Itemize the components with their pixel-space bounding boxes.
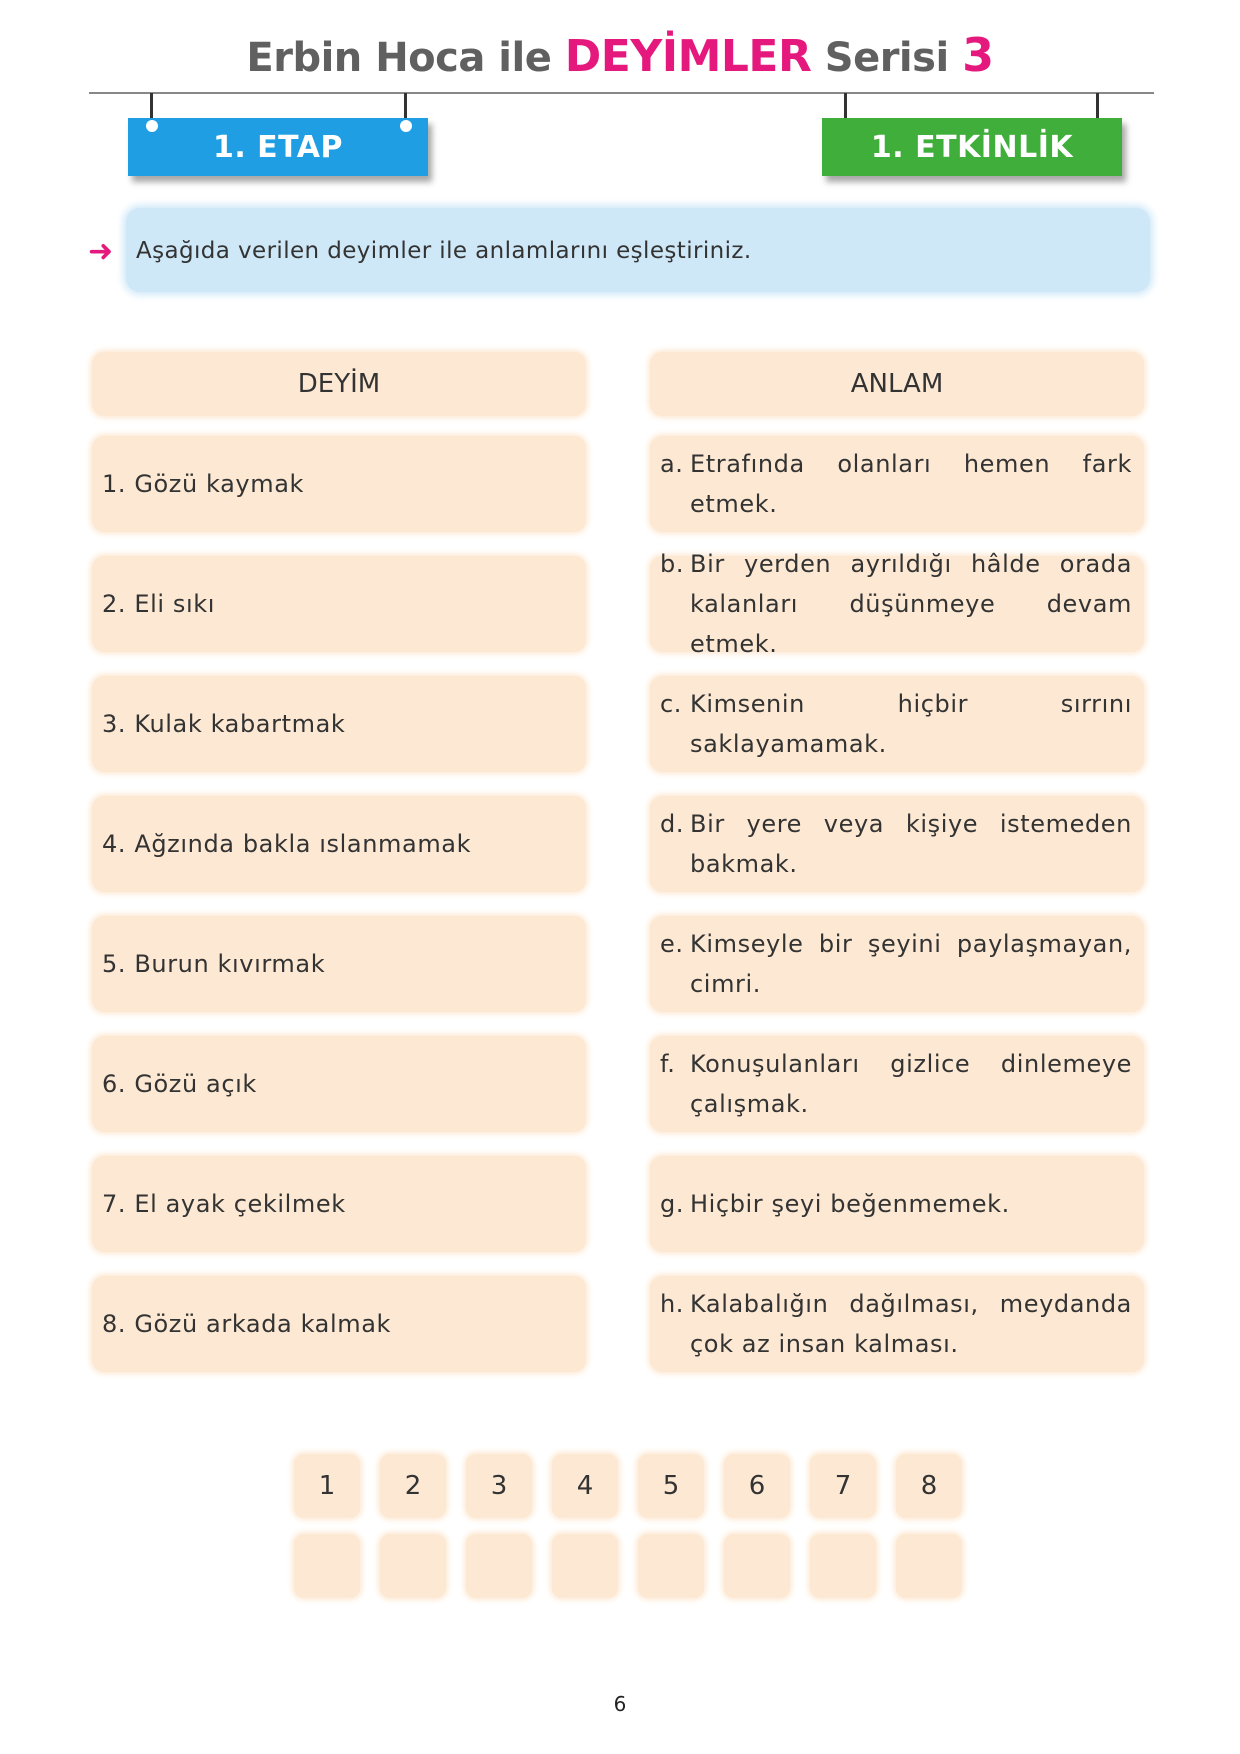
idiom-header-label: DEYİM: [297, 369, 381, 399]
answer-number-label: 4: [576, 1471, 594, 1501]
meaning-letter: g.: [660, 1190, 685, 1218]
idiom-cell: [92, 556, 586, 652]
idiom-text: 4. Ağzında bakla ıslanmamak: [102, 830, 472, 858]
title-divider: [89, 92, 1154, 94]
answer-number-label: 6: [748, 1471, 766, 1501]
meaning-text: Bir yerden ayrıldığı hâlde orada kalanları düşünmeye devam etmek.: [690, 550, 1132, 658]
instruction-text: Aşağıda verilen deyimler ile anlamlarını eşleştiriniz.: [136, 238, 752, 264]
answer-input-box[interactable]: [380, 1534, 446, 1598]
answer-number-label: 5: [662, 1471, 680, 1501]
answer-input-box[interactable]: [724, 1534, 790, 1598]
idiom-cell: [92, 436, 586, 532]
meaning-letter: a.: [660, 450, 684, 478]
nail-icon: [146, 120, 158, 132]
meaning-text: Kimseyle bir şeyini paylaşmayan, cimri.: [690, 930, 1132, 998]
meaning-cell: [650, 550, 1144, 658]
etkinlik-tag: [822, 118, 1122, 176]
idiom-text: 2. Eli sıkı: [102, 590, 215, 618]
answer-number-label: 7: [834, 1471, 852, 1501]
tag-string: [844, 93, 847, 118]
meaning-letter: f.: [660, 1050, 676, 1078]
answer-number: [810, 1454, 876, 1518]
answer-input-box[interactable]: [552, 1534, 618, 1598]
idiom-text: 8. Gözü arkada kalmak: [102, 1310, 392, 1338]
idiom-text: 3. Kulak kabartmak: [102, 710, 346, 738]
etap-tag: [128, 118, 428, 176]
meaning-cell: [650, 1036, 1144, 1132]
meaning-text: Etrafında olanları hemen fark etmek.: [690, 450, 1132, 518]
idiom-cell: [92, 1036, 586, 1132]
answer-input-box[interactable]: [810, 1534, 876, 1598]
answer-input-box[interactable]: [638, 1534, 704, 1598]
title-deyimler: DEYİMLER: [564, 31, 812, 82]
idiom-text: 5. Burun kıvırmak: [102, 950, 326, 978]
meaning-letter: b.: [660, 550, 685, 578]
page-number: 6: [613, 1692, 627, 1716]
etkinlik-label: 1. ETKİNLİK: [870, 129, 1074, 165]
idiom-text: 1. Gözü kaymak: [102, 470, 305, 498]
meaning-header-label: ANLAM: [850, 369, 944, 399]
meaning-letter: e.: [660, 930, 684, 958]
meaning-header: [650, 352, 1144, 416]
meaning-text: Kimsenin hiçbir sırrını saklayamamak.: [690, 690, 1132, 758]
etap-label: 1. ETAP: [212, 129, 344, 165]
meaning-cell: [650, 796, 1144, 892]
idiom-cell: [92, 1276, 586, 1372]
meaning-letter: d.: [660, 810, 685, 838]
meaning-cell: [650, 1156, 1144, 1252]
meaning-cell: [650, 436, 1144, 532]
answer-number-label: 2: [404, 1471, 422, 1501]
answer-input-box[interactable]: [294, 1534, 360, 1598]
arrow-right-icon: ➜: [88, 234, 114, 269]
meaning-text: Kalabalığın dağılması, meydanda çok az insan kalması.: [690, 1290, 1132, 1358]
answer-number: [724, 1454, 790, 1518]
tag-string: [1096, 93, 1099, 118]
answer-number: [380, 1454, 446, 1518]
answer-number-label: 3: [490, 1471, 508, 1501]
meaning-cell: [650, 1276, 1144, 1372]
answer-input-box[interactable]: [466, 1534, 532, 1598]
answer-number-label: 8: [920, 1471, 938, 1501]
idiom-cell: [92, 676, 586, 772]
idiom-cell: [92, 796, 586, 892]
meaning-cell: [650, 676, 1144, 772]
meaning-text: Hiçbir şeyi beğenmemek.: [690, 1190, 1010, 1218]
nail-icon: [400, 120, 412, 132]
meaning-text: Bir yere veya kişiye istemeden bakmak.: [690, 810, 1132, 878]
idiom-text: 7. El ayak çekilmek: [102, 1190, 346, 1218]
answer-number: [466, 1454, 532, 1518]
meaning-text: Konuşulanları gizlice dinlemeye çalışmak.: [690, 1050, 1132, 1118]
meaning-cell: [650, 916, 1144, 1012]
answer-number: [638, 1454, 704, 1518]
meaning-letter: h.: [660, 1290, 685, 1318]
idiom-cell: [92, 916, 586, 1012]
answer-input-box[interactable]: [896, 1534, 962, 1598]
answer-number: [294, 1454, 360, 1518]
answer-number-label: 1: [318, 1471, 336, 1501]
answer-number: [552, 1454, 618, 1518]
meaning-letter: c.: [660, 690, 683, 718]
title-prefix: Erbin Hoca ile: [246, 35, 565, 81]
idiom-cell: [92, 1156, 586, 1252]
idiom-header: [92, 352, 586, 416]
title-serisi: Serisi: [811, 35, 963, 81]
answer-number: [896, 1454, 962, 1518]
title-number: 3: [962, 28, 994, 82]
page-title: [0, 28, 1240, 82]
idiom-text: 6. Gözü açık: [102, 1070, 257, 1098]
